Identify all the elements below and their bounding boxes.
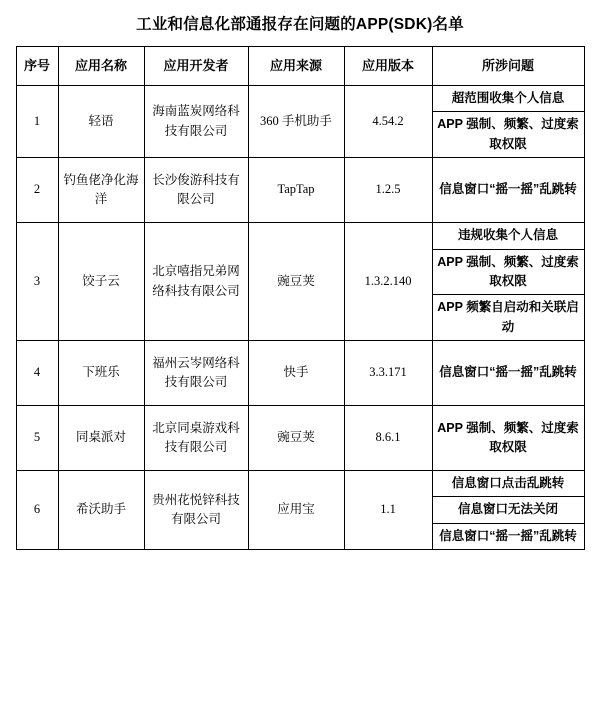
- cell-index: 2: [16, 158, 58, 223]
- cell-issue: APP 强制、频繁、过度索取权限: [432, 249, 584, 295]
- cell-version: 8.6.1: [344, 406, 432, 471]
- cell-issue: 信息窗口“摇一摇”乱跳转: [432, 523, 584, 549]
- column-header-issues: 所涉问题: [432, 47, 584, 86]
- table-row: [16, 86, 584, 112]
- table-row: [16, 158, 584, 223]
- cell-developer: 北京同桌游戏科技有限公司: [144, 406, 248, 471]
- cell-index: 3: [16, 223, 58, 341]
- column-header-index: 序号: [16, 47, 58, 86]
- cell-developer: 海南蓝炭网络科技有限公司: [144, 86, 248, 158]
- cell-source: 360 手机助手: [248, 86, 344, 158]
- cell-developer: 长沙俊游科技有限公司: [144, 158, 248, 223]
- cell-issue: 超范围收集个人信息: [432, 86, 584, 112]
- cell-issue: 信息窗口无法关闭: [432, 497, 584, 523]
- cell-issue: 违规收集个人信息: [432, 223, 584, 249]
- cell-source: 应用宝: [248, 471, 344, 550]
- cell-issue: APP 强制、频繁、过度索取权限: [432, 406, 584, 471]
- cell-app-name: 同桌派对: [58, 406, 144, 471]
- table-header-row: [16, 47, 584, 86]
- column-header-source: 应用来源: [248, 47, 344, 86]
- column-header-version: 应用版本: [344, 47, 432, 86]
- cell-app-name: 希沃助手: [58, 471, 144, 550]
- cell-issue: 信息窗口点击乱跳转: [432, 471, 584, 497]
- cell-source: 快手: [248, 341, 344, 406]
- column-header-app-name: 应用名称: [58, 47, 144, 86]
- cell-issue: APP 频繁自启动和关联启动: [432, 295, 584, 341]
- cell-index: 6: [16, 471, 58, 550]
- table-row: [16, 406, 584, 471]
- cell-index: 1: [16, 86, 58, 158]
- cell-issue: 信息窗口“摇一摇”乱跳转: [432, 158, 584, 223]
- cell-version: 4.54.2: [344, 86, 432, 158]
- cell-developer: 福州云岑网络科技有限公司: [144, 341, 248, 406]
- column-header-developer: 应用开发者: [144, 47, 248, 86]
- cell-app-name: 下班乐: [58, 341, 144, 406]
- cell-index: 5: [16, 406, 58, 471]
- cell-version: 1.1: [344, 471, 432, 550]
- cell-version: 1.3.2.140: [344, 223, 432, 341]
- table-row: [16, 223, 584, 249]
- page-title: 工业和信息化部通报存在问题的APP(SDK)名单: [136, 16, 464, 33]
- cell-source: 豌豆荚: [248, 406, 344, 471]
- cell-version: 3.3.171: [344, 341, 432, 406]
- cell-source: 豌豆荚: [248, 223, 344, 341]
- table-row: [16, 471, 584, 497]
- cell-issue: APP 强制、频繁、过度索取权限: [432, 112, 584, 158]
- cell-issue: 信息窗口“摇一摇”乱跳转: [432, 341, 584, 406]
- cell-app-name: 钓鱼佬净化海洋: [58, 158, 144, 223]
- cell-source: TapTap: [248, 158, 344, 223]
- cell-index: 4: [16, 341, 58, 406]
- table-body: [16, 86, 584, 550]
- table-row: [16, 341, 584, 406]
- cell-app-name: 饺子云: [58, 223, 144, 341]
- app-violation-table: [16, 46, 585, 550]
- cell-developer: 北京嘻指兄弟网络科技有限公司: [144, 223, 248, 341]
- cell-developer: 贵州花悦锌科技有限公司: [144, 471, 248, 550]
- cell-app-name: 轻语: [58, 86, 144, 158]
- cell-version: 1.2.5: [344, 158, 432, 223]
